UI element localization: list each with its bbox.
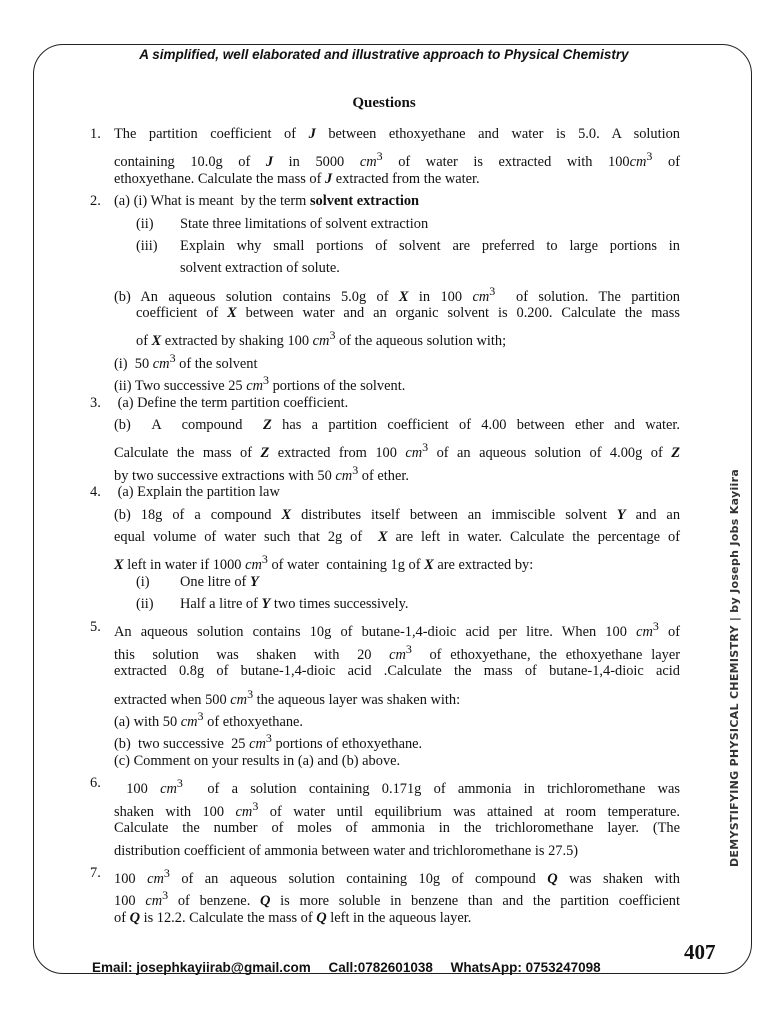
question-text: (b) A compound Z has a partition coefficient of 4.00 between ether and water.: [114, 417, 680, 434]
question-line: [90, 728, 680, 753]
question-text: (ii) Two successive 25 $cm^3$ portions of the solvent.: [114, 373, 406, 395]
question-line: [90, 190, 680, 212]
footer-email: Email: josephkayiirab@gmail.com: [92, 960, 311, 975]
question-line: [90, 548, 680, 574]
question-text: (a) Explain the partition law: [114, 484, 280, 501]
question-line: [90, 840, 680, 862]
question-line: [90, 907, 680, 929]
question-text: X left in water if 1000 $cm^3$ of water containing 1g of X are extracted by:: [114, 552, 534, 574]
question-line: [90, 683, 680, 708]
question-line: [90, 123, 680, 145]
question-text: of Q is 12.2. Calculate the mass of Q left in the aqueous layer.: [114, 909, 472, 926]
question-line: [90, 392, 680, 414]
question-line: [90, 772, 680, 798]
question-line: [90, 862, 680, 887]
question-text: Calculate the number of moles of ammonia in the trichloromethane layer. (The: [114, 820, 680, 837]
question-line: [90, 504, 680, 526]
question-line: [90, 884, 680, 910]
question-text: containing 10.0g of J in 5000 $cm^3$ of water is extracted with $100cm^3$ of: [114, 149, 680, 171]
question-line: [90, 325, 680, 350]
question-text: (b) 18g of a compound X distributes itself between an immiscible solvent Y and an: [114, 506, 681, 523]
question-line: [90, 414, 680, 436]
question-number: 7.: [90, 864, 101, 881]
question-text: 100 $cm^3$ of a solution containing 0.171g of ammonia in trichloromethane was: [114, 776, 680, 798]
question-number: 6.: [90, 775, 101, 792]
question-text: this solution was shaken with 20 $cm^3$ of ethoxyethane, the ethoxyethane layer: [114, 641, 680, 663]
question-line: [90, 257, 680, 279]
question-line: [90, 593, 680, 615]
question-line: [90, 280, 680, 305]
question-text: shaken with 100 $cm^3$ of water until equilibrium was attained at room temperature.: [114, 798, 680, 820]
question-text: of X extracted by shaking 100 $cm^3$ of the aqueous solution with;: [136, 328, 507, 350]
footer-call: Call:0782601038: [328, 960, 433, 975]
subquestion-number: (iii): [136, 237, 158, 254]
question-line: [90, 571, 680, 593]
question-text: extracted when 500 $cm^3$ the aqueous layer was shaken with:: [114, 686, 461, 708]
footer-contacts: [92, 960, 615, 975]
question-text: distribution coefficient of ammonia between water and trichloromethane is 27.5): [114, 842, 579, 859]
question-text: equal volume of water such that 2g of X are left in water. Calculate the percentage of: [114, 529, 680, 546]
question-text: One litre of Y: [180, 573, 259, 590]
question-line: [90, 459, 680, 484]
question-text: 100 $cm^3$ of an aqueous solution containing 10g of compound Q was shaken with: [114, 865, 680, 887]
section-title: Questions: [352, 95, 416, 111]
question-line: [90, 750, 680, 772]
question-text: coefficient of X between water and an organic solvent is 0.200. Calculate the mass: [136, 305, 680, 322]
question-line: [90, 145, 680, 171]
footer-whatsapp: WhatsApp: 0753247098: [450, 960, 601, 975]
question-text: State three limitations of solvent extraction: [180, 215, 429, 232]
question-line: [90, 369, 680, 395]
side-vertical-title: DEMYSTIFYING PHYSICAL CHEMISTRY | by Joseph Jobs Kayiira: [728, 468, 741, 868]
question-text: (a) Define the term partition coefficient.: [114, 394, 349, 411]
question-line: [90, 817, 680, 839]
question-line: [90, 436, 680, 462]
questions-list: [90, 123, 680, 929]
question-text: by two successive extractions with 50 $cm^3$ of ether.: [114, 462, 409, 484]
question-text: (c) Comment on your results in (a) and (b) above.: [114, 752, 401, 769]
question-text: Explain why small portions of solvent are preferred to large portions in: [180, 237, 680, 254]
question-text: extracted 0.8g of butane-1,4-dioic acid .Calculate the mass of butane-1,4-dioic acid: [114, 663, 680, 680]
question-number: 4.: [90, 484, 101, 501]
question-text: (a) (i) What is meant by the term solvent extraction: [114, 193, 420, 210]
subquestion-number: (i): [136, 573, 150, 590]
question-line: [90, 213, 680, 235]
question-text: (b) An aqueous solution contains 5.0g of X in 100 $cm^3$ of solution. The partition: [114, 283, 680, 305]
question-text: 100 $cm^3$ of benzene. Q is more soluble in benzene than and the partition coefficient: [114, 888, 680, 910]
question-line: [90, 795, 680, 820]
question-line: [90, 616, 680, 641]
question-number: 5.: [90, 618, 101, 635]
question-text: The partition coefficient of J between ethoxyethane and water is 5.0. A solution: [114, 126, 680, 142]
question-line: [90, 660, 680, 682]
question-line: [90, 481, 680, 503]
question-line: [90, 168, 680, 190]
question-text: ethoxyethane. Calculate the mass of J extracted from the water.: [114, 170, 480, 187]
question-line: [90, 638, 680, 663]
question-line: [90, 302, 680, 324]
question-number: 2.: [90, 193, 101, 210]
question-text: solvent extraction of solute.: [180, 260, 340, 277]
question-text: Half a litre of Y two times successively.: [180, 596, 409, 613]
question-line: [90, 235, 680, 257]
page-number: 407: [684, 940, 716, 964]
question-text: (a) with 50 $cm^3$ of ethoxyethane.: [114, 709, 304, 730]
question-text: (b) two successive 25 $cm^3$ portions of ethoxyethane.: [114, 731, 423, 753]
question-text: Calculate the mass of Z extracted from 100 $cm^3$ of an aqueous solution of 4.00g of Z: [114, 440, 680, 462]
subquestion-number: (ii): [136, 215, 154, 232]
question-number: 1.: [90, 126, 101, 142]
question-number: 3.: [90, 394, 101, 411]
question-line: [90, 347, 680, 372]
question-text: (i) 50 $cm^3$ of the solvent: [114, 350, 258, 372]
subquestion-number: (ii): [136, 596, 154, 613]
question-line: [90, 705, 680, 730]
page-header: A simplified, well elaborated and illustrative approach to Physical Chemistry: [139, 47, 629, 62]
question-line: [90, 526, 680, 548]
question-text: An aqueous solution contains 10g of butane-1,4-dioic acid per litre. When 100 $cm^3$ of: [114, 619, 680, 641]
